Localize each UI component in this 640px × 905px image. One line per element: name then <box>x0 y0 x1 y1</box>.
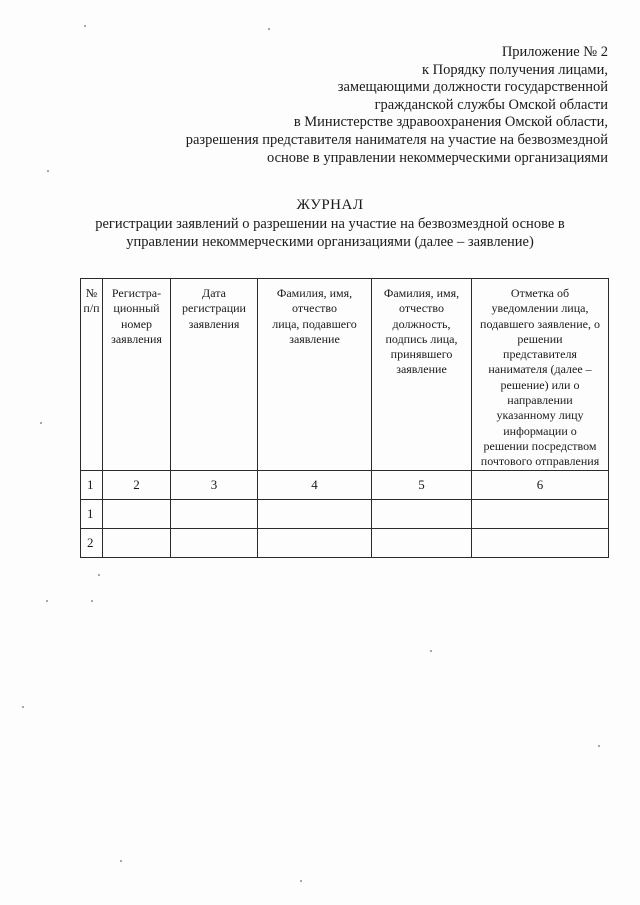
header-text: Отметка об <box>510 286 570 300</box>
appendix-line: разрешения представителя нанимателя на участие на безвозмездной <box>185 131 608 148</box>
table-header-row <box>81 279 609 471</box>
header-text: заявление <box>289 331 340 346</box>
header-cell-notification-mark <box>472 279 609 471</box>
header-text: должность, <box>392 316 451 331</box>
appendix-line: гражданской службы Омской области <box>374 96 608 113</box>
header-cell-number <box>81 279 103 471</box>
document-subtitle-line: управлении некоммерческими организациями (далее – заявление) <box>126 234 534 250</box>
column-number-cell: 3 <box>171 470 258 499</box>
empty-cell <box>171 528 258 557</box>
row-index-cell: 1 <box>81 499 103 528</box>
header-text: принявшего <box>390 347 453 362</box>
scan-speck <box>46 600 48 602</box>
journal-table <box>80 278 609 558</box>
header-text: отчество <box>292 301 337 316</box>
header-text: решение) или о <box>500 377 580 392</box>
header-text: отчество <box>399 301 444 316</box>
header-text: подавшего заявление, о <box>480 316 600 331</box>
column-number-cell: 2 <box>103 470 171 499</box>
scan-speck <box>430 650 432 652</box>
scan-speck <box>120 860 122 862</box>
header-cell-registration-date <box>171 279 258 471</box>
header-text: № <box>85 286 98 300</box>
table-row <box>81 499 609 528</box>
scan-speck <box>22 706 24 708</box>
header-text: лица, подавшего <box>272 316 357 331</box>
appendix-line: к Порядку получения лицами, <box>421 61 608 78</box>
column-number-cell: 4 <box>258 470 372 499</box>
header-text: указанному лицу <box>496 408 584 423</box>
header-text: почтового отправления <box>480 454 600 469</box>
appendix-line: Приложение № 2 <box>501 44 608 60</box>
header-text: Фамилия, имя, <box>276 286 353 300</box>
header-text: заявление <box>396 362 447 377</box>
header-cell-registration-number <box>103 279 171 471</box>
scan-speck <box>47 170 49 172</box>
header-text: направлении <box>507 393 573 408</box>
empty-cell <box>103 499 171 528</box>
column-number-cell: 6 <box>472 470 609 499</box>
column-number-cell: 1 <box>81 470 103 499</box>
header-cell-applicant-name <box>258 279 372 471</box>
empty-cell <box>472 499 609 528</box>
scan-speck <box>268 28 270 30</box>
empty-cell <box>372 499 472 528</box>
column-number-row <box>81 470 609 499</box>
header-text: подпись лица, <box>385 331 458 346</box>
appendix-line: в Министерстве здравоохранения Омской области, <box>293 114 608 131</box>
empty-cell <box>171 499 258 528</box>
empty-cell <box>258 528 372 557</box>
empty-cell <box>103 528 171 557</box>
scan-speck <box>598 745 600 747</box>
empty-cell <box>372 528 472 557</box>
header-text: заявления <box>111 331 162 346</box>
scan-speck <box>84 25 86 27</box>
header-text: нанимателя (далее – <box>488 362 592 377</box>
row-index-cell: 2 <box>81 528 103 557</box>
scan-speck <box>300 880 302 882</box>
empty-cell <box>258 499 372 528</box>
scan-speck <box>40 422 42 424</box>
header-text: Фамилия, имя, <box>383 286 460 300</box>
header-cell-receiver-name <box>372 279 472 471</box>
scan-speck <box>98 574 100 576</box>
document-heading <box>60 195 600 251</box>
empty-cell <box>472 528 609 557</box>
header-text: регистрации <box>182 301 246 316</box>
document-subtitle-line: регистрации заявлений о разрешении на участие на безвозмездной основе в <box>95 216 565 232</box>
header-text: Дата <box>202 286 226 300</box>
header-text: ционный <box>113 301 160 316</box>
header-text: уведомлении лица, <box>491 301 589 316</box>
header-text: номер <box>120 316 153 331</box>
header-text: информации о <box>503 423 577 438</box>
table-row <box>81 528 609 557</box>
header-text: решении <box>517 331 563 346</box>
appendix-block <box>88 44 608 167</box>
header-text: заявления <box>188 316 240 331</box>
document-title: ЖУРНАЛ <box>296 197 364 213</box>
appendix-line: замещающими должности государственной <box>337 79 608 96</box>
header-text: решении посредством <box>483 438 597 453</box>
header-text: Регистра- <box>111 286 162 300</box>
header-text: п/п <box>83 301 100 316</box>
column-number-cell: 5 <box>372 470 472 499</box>
scan-speck <box>91 600 93 602</box>
appendix-line: основе в управлении некоммерческими организациями <box>266 149 608 166</box>
header-text: представителя <box>503 347 577 362</box>
